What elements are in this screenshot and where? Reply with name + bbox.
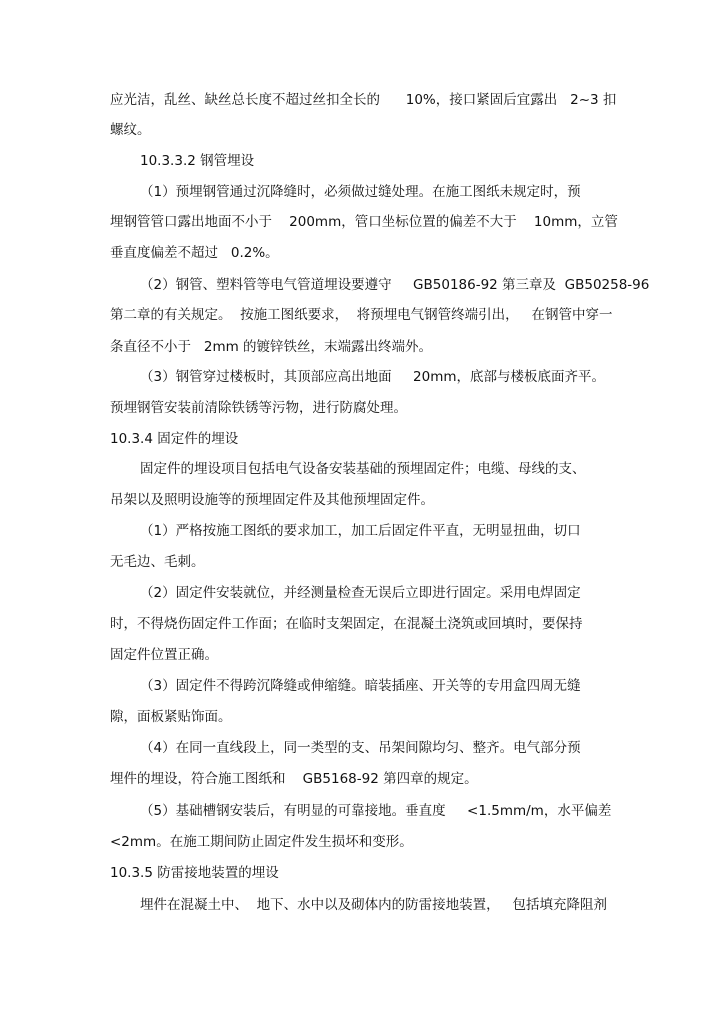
text-line: 螺纹。 <box>110 122 151 138</box>
text-line: 垂直度偏差不超过 0.2%。 <box>110 245 279 261</box>
text-line: 固定件的埋设项目包括电气设备安装基础的预埋固定件；电缆、母线的支、 <box>140 461 586 477</box>
text-line: 埋件在混凝土中、 地下、水中以及砌体内的防雷接地装置， 包括填充降阻剂 <box>140 897 607 913</box>
text-line: （1）预埋钢管通过沉降缝时，必须做过缝处理。在施工图纸未规定时，预 <box>140 184 581 200</box>
text-line: 无毛边、毛刺。 <box>110 554 205 570</box>
text-line: 固定件位置正确。 <box>110 647 218 663</box>
section-heading: 10.3.3.2 钢管埋设 <box>140 153 255 169</box>
section-heading: 10.3.4 固定件的埋设 <box>110 431 239 447</box>
text-line: 隙，面板紧贴饰面。 <box>110 709 232 725</box>
text-line: （4）在同一直线段上，同一类型的支、吊架间隙均匀、整齐。电气部分预 <box>140 740 581 756</box>
text-line: 第二章的有关规定。 按施工图纸要求， 将预埋电气钢管终端引出， 在钢管中穿一 <box>110 307 613 323</box>
text-line: 预埋钢管安装前清除铁锈等污物，进行防腐处理。 <box>110 400 407 416</box>
text-line: 埋件的埋设，符合施工图纸和 GB5168-92 第四章的规定。 <box>110 771 478 787</box>
text-line: 吊架以及照明设施等的预埋固定件及其他预埋固定件。 <box>110 492 434 508</box>
text-line: （5）基础槽钢安装后，有明显的可靠接地。垂直度 <1.5mm/m，水平偏差 <box>140 803 612 819</box>
text-line: （1）严格按施工图纸的要求加工，加工后固定件平直，无明显扭曲，切口 <box>140 523 581 539</box>
text-line: <2mm。在施工期间防止固定件发生损坏和变形。 <box>110 834 413 850</box>
text-line: （3）固定件不得跨沉降缝或伸缩缝。暗装插座、开关等的专用盒四周无缝 <box>140 678 581 694</box>
text-line: （3）钢管穿过楼板时，其顶部应高出地面 20mm，底部与楼板底面齐平。 <box>140 369 606 385</box>
text-line: 时，不得烧伤固定件工作面；在临时支架固定，在混凝土浇筑或回填时，要保持 <box>110 616 583 632</box>
text-line: 条直径不小于 2mm 的镀锌铁丝，末端露出终端外。 <box>110 339 433 355</box>
text-line: （2）固定件安装就位，并经测量检查无误后立即进行固定。采用电焊固定 <box>140 585 581 601</box>
text-line: 应光洁，乱丝、缺丝总长度不超过丝扣全长的 10%，接口紧固后宜露出 2~3 扣 <box>110 92 617 108</box>
text-line: （2）钢管、塑料管等电气管道埋设要遵守 GB50186-92 第三章及 GB50258-96 <box>140 277 650 293</box>
text-line: 埋钢管管口露出地面不小于 200mm，管口坐标位置的偏差不大于 10mm，立管 <box>110 214 618 230</box>
section-heading: 10.3.5 防雷接地装置的埋设 <box>110 865 279 881</box>
